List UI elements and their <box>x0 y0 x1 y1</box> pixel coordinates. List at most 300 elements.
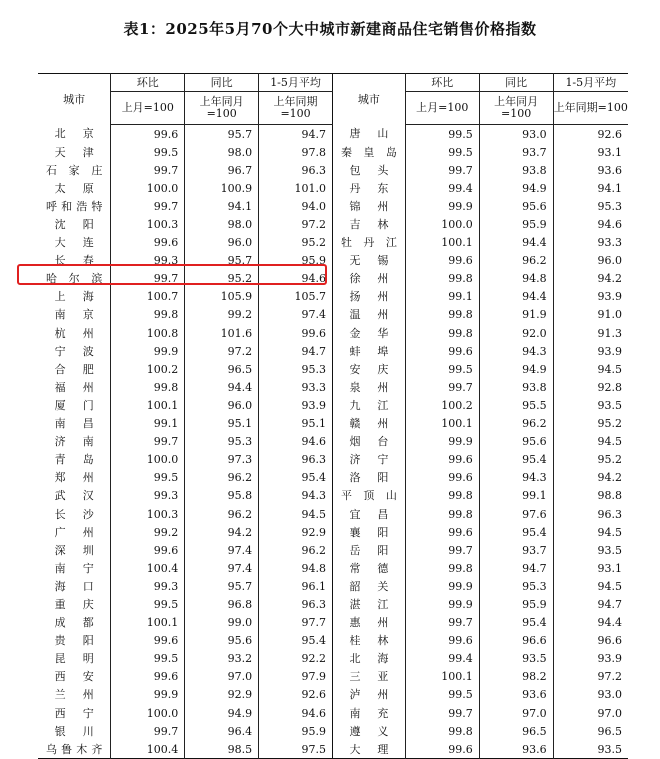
city-right-cell <box>332 704 405 722</box>
header-mom-right: 环比 <box>405 74 479 92</box>
yoy-right-cell: 93.7 <box>479 541 553 559</box>
header-avg-left: 1-5月平均 <box>259 74 333 92</box>
city-right-cell <box>332 270 405 288</box>
city-left-cell <box>38 161 111 179</box>
table-row <box>38 433 628 451</box>
city-name: 温 州 <box>349 308 389 322</box>
yoy-right-cell: 95.9 <box>479 595 553 613</box>
yoy-right-cell: 95.4 <box>479 614 553 632</box>
header-avg-base-left: 上年同期=100 <box>259 92 333 125</box>
yoy-right-cell: 97.0 <box>479 704 553 722</box>
city-right-cell <box>332 487 405 505</box>
yoy-right-cell: 95.6 <box>479 197 553 215</box>
city-right-cell <box>332 378 405 396</box>
mom-left-cell: 99.7 <box>111 270 185 288</box>
avg-left-cell: 94.6 <box>259 270 333 288</box>
header-city-right: 城市 <box>332 74 405 125</box>
table-row <box>38 125 628 144</box>
city-right-cell <box>332 469 405 487</box>
city-name: 大 理 <box>349 742 389 756</box>
header-mom-base-left: 上月=100 <box>111 92 185 125</box>
city-left-cell <box>38 342 111 360</box>
city-right-cell <box>332 505 405 523</box>
city-name: 包 头 <box>349 163 389 177</box>
avg-left-cell: 92.9 <box>259 523 333 541</box>
yoy-left-cell: 97.4 <box>185 541 259 559</box>
city-name: 蚌 埠 <box>349 344 389 358</box>
header-yoy-right: 同比 <box>479 74 553 92</box>
yoy-right-cell: 94.4 <box>479 288 553 306</box>
table-row <box>38 668 628 686</box>
yoy-right-cell: 96.5 <box>479 722 553 740</box>
yoy-right-cell: 93.8 <box>479 161 553 179</box>
yoy-right-cell: 95.5 <box>479 396 553 414</box>
avg-left-cell: 105.7 <box>259 288 333 306</box>
city-name: 南 昌 <box>54 417 94 431</box>
yoy-left-cell: 96.0 <box>185 234 259 252</box>
yoy-right-cell: 96.2 <box>479 252 553 270</box>
city-name: 厦 门 <box>54 398 94 412</box>
avg-right-cell: 93.5 <box>597 398 622 412</box>
city-name: 唐 山 <box>349 127 389 141</box>
yoy-left-cell: 97.3 <box>185 451 259 469</box>
mom-left-cell: 100.0 <box>111 179 185 197</box>
table-row <box>38 541 628 559</box>
city-name: 徐 州 <box>349 272 389 286</box>
yoy-right-cell: 95.4 <box>479 523 553 541</box>
city-left-cell <box>38 433 111 451</box>
mom-left-cell: 99.7 <box>111 722 185 740</box>
avg-right-cell: 96.0 <box>597 254 622 268</box>
yoy-right-cell: 99.1 <box>479 487 553 505</box>
avg-left-cell: 95.9 <box>259 252 333 270</box>
city-name: 襄 阳 <box>349 525 389 539</box>
table-row <box>38 324 628 342</box>
yoy-left-cell: 94.1 <box>185 197 259 215</box>
city-name: 济 南 <box>54 435 94 449</box>
city-right-cell <box>332 324 405 342</box>
city-left-cell <box>38 288 111 306</box>
city-name: 烟 台 <box>349 435 389 449</box>
mom-right-cell: 99.6 <box>405 523 479 541</box>
city-left-cell <box>38 668 111 686</box>
city-left-cell <box>38 523 111 541</box>
yoy-left-cell: 96.4 <box>185 722 259 740</box>
city-right-cell <box>332 306 405 324</box>
header-mom-left: 环比 <box>111 74 185 92</box>
city-left-cell <box>38 143 111 161</box>
mom-left-cell: 99.6 <box>111 632 185 650</box>
table-row <box>38 197 628 215</box>
city-right-cell <box>332 179 405 197</box>
yoy-left-cell: 95.6 <box>185 632 259 650</box>
mom-right-cell: 100.1 <box>405 668 479 686</box>
yoy-left-cell: 95.7 <box>185 125 259 144</box>
city-right-cell <box>332 686 405 704</box>
city-name: 沈 阳 <box>54 218 94 232</box>
shanghai-highlight-box <box>17 264 327 285</box>
city-right-cell <box>332 451 405 469</box>
city-name: 湛 江 <box>349 597 389 611</box>
city-name: 遵 义 <box>349 724 389 738</box>
city-name: 昆 明 <box>54 652 94 666</box>
city-right-cell <box>332 197 405 215</box>
city-right-cell <box>332 161 405 179</box>
yoy-right-cell: 93.0 <box>479 125 553 144</box>
avg-left-cell: 97.4 <box>259 306 333 324</box>
yoy-right-cell: 95.4 <box>479 451 553 469</box>
city-right-cell <box>332 541 405 559</box>
city-name: 洛 阳 <box>349 471 389 485</box>
city-name: 锦 州 <box>349 199 389 213</box>
mom-right-cell: 100.0 <box>405 215 479 233</box>
city-right-cell <box>332 614 405 632</box>
yoy-left-cell: 95.3 <box>185 433 259 451</box>
city-name: 北 京 <box>54 127 94 141</box>
avg-right-cell: 94.2 <box>597 272 622 286</box>
yoy-right-cell: 94.3 <box>479 469 553 487</box>
avg-left-cell: 94.6 <box>259 704 333 722</box>
yoy-left-cell: 101.6 <box>185 324 259 342</box>
mom-right-cell: 99.4 <box>405 650 479 668</box>
city-name: 西 安 <box>54 670 94 684</box>
yoy-left-cell: 100.9 <box>185 179 259 197</box>
avg-left-cell: 94.6 <box>259 433 333 451</box>
city-name: 成 都 <box>54 616 94 630</box>
city-name: 丹 东 <box>349 181 389 195</box>
city-name: 南 充 <box>349 706 389 720</box>
yoy-right-cell: 92.0 <box>479 324 553 342</box>
avg-right-cell: 92.6 <box>597 127 622 141</box>
mom-right-cell: 99.7 <box>405 704 479 722</box>
avg-left-cell: 99.6 <box>259 324 333 342</box>
mom-left-cell: 99.3 <box>111 487 185 505</box>
city-name: 桂 林 <box>349 634 389 648</box>
yoy-left-cell: 96.8 <box>185 595 259 613</box>
city-name: 银 川 <box>54 724 94 738</box>
table-row <box>38 179 628 197</box>
yoy-left-cell: 95.7 <box>185 252 259 270</box>
mom-right-cell: 99.7 <box>405 614 479 632</box>
yoy-right-cell: 94.7 <box>479 559 553 577</box>
mom-right-cell: 99.8 <box>405 505 479 523</box>
avg-right-cell: 94.7 <box>597 597 622 611</box>
table-row <box>38 559 628 577</box>
mom-left-cell: 100.0 <box>111 704 185 722</box>
mom-left-cell: 99.7 <box>111 433 185 451</box>
city-right-cell <box>332 215 405 233</box>
mom-left-cell: 100.3 <box>111 505 185 523</box>
avg-right-cell: 96.5 <box>597 724 622 738</box>
mom-right-cell: 99.1 <box>405 288 479 306</box>
avg-right-cell: 91.3 <box>597 326 622 340</box>
avg-right-cell: 93.6 <box>597 163 622 177</box>
city-right-cell <box>332 595 405 613</box>
avg-right-cell: 95.2 <box>597 453 622 467</box>
city-left-cell <box>38 415 111 433</box>
avg-right-cell: 93.3 <box>597 236 622 250</box>
city-right-cell <box>332 396 405 414</box>
city-name: 吉 林 <box>349 218 389 232</box>
city-right-cell <box>332 433 405 451</box>
mom-left-cell: 100.4 <box>111 559 185 577</box>
city-left-cell <box>38 595 111 613</box>
mom-right-cell: 99.5 <box>405 686 479 704</box>
city-name: 郑 州 <box>54 471 94 485</box>
mom-right-cell: 99.6 <box>405 632 479 650</box>
mom-left-cell: 99.6 <box>111 668 185 686</box>
mom-left-cell: 99.9 <box>111 686 185 704</box>
yoy-right-cell: 94.9 <box>479 360 553 378</box>
table-row <box>38 487 628 505</box>
table-row <box>38 704 628 722</box>
table-row <box>38 595 628 613</box>
table-title: 表1：2025年5月70个大中城市新建商品住宅销售价格指数 <box>123 20 537 38</box>
city-left-cell <box>38 722 111 740</box>
yoy-right-cell: 94.3 <box>479 342 553 360</box>
table-row <box>38 614 628 632</box>
mom-right-cell: 99.6 <box>405 451 479 469</box>
city-name: 深 圳 <box>54 543 94 557</box>
city-name: 哈 尔 滨 <box>46 272 103 286</box>
city-right-cell <box>332 559 405 577</box>
yoy-left-cell: 99.2 <box>185 306 259 324</box>
table-row <box>38 161 628 179</box>
yoy-right-cell: 93.6 <box>479 740 553 759</box>
city-name: 太 原 <box>54 181 94 195</box>
avg-left-cell: 96.2 <box>259 541 333 559</box>
yoy-right-cell: 94.4 <box>479 234 553 252</box>
avg-right-cell: 93.9 <box>597 652 622 666</box>
table-row <box>38 722 628 740</box>
yoy-right-cell: 93.6 <box>479 686 553 704</box>
avg-right-cell: 95.3 <box>597 199 622 213</box>
avg-left-cell: 94.0 <box>259 197 333 215</box>
city-name: 泸 州 <box>349 688 389 702</box>
mom-right-cell: 99.9 <box>405 197 479 215</box>
mom-right-cell: 99.8 <box>405 487 479 505</box>
avg-left-cell: 94.7 <box>259 125 333 144</box>
mom-left-cell: 100.7 <box>111 288 185 306</box>
price-index-table <box>38 73 628 759</box>
city-right-cell <box>332 360 405 378</box>
city-name: 海 口 <box>54 579 94 593</box>
yoy-left-cell: 95.1 <box>185 415 259 433</box>
city-name: 长 沙 <box>54 507 94 521</box>
table-row <box>38 288 628 306</box>
avg-right-cell: 94.4 <box>597 616 622 630</box>
city-right-cell <box>332 252 405 270</box>
mom-left-cell: 99.6 <box>111 541 185 559</box>
mom-right-cell: 99.6 <box>405 342 479 360</box>
city-left-cell <box>38 650 111 668</box>
city-name: 牡 丹 江 <box>340 236 397 250</box>
mom-right-cell: 99.9 <box>405 433 479 451</box>
city-right-cell <box>332 650 405 668</box>
mom-left-cell: 99.7 <box>111 197 185 215</box>
mom-left-cell: 99.7 <box>111 161 185 179</box>
mom-left-cell: 100.4 <box>111 740 185 759</box>
avg-right-cell: 94.5 <box>597 579 622 593</box>
mom-right-cell: 99.5 <box>405 125 479 144</box>
yoy-right-cell: 94.8 <box>479 270 553 288</box>
city-left-cell <box>38 215 111 233</box>
table-row <box>38 650 628 668</box>
city-name: 南 宁 <box>54 561 94 575</box>
yoy-left-cell: 98.0 <box>185 143 259 161</box>
mom-left-cell: 99.5 <box>111 650 185 668</box>
avg-right-cell: 93.5 <box>597 742 622 756</box>
city-name: 贵 阳 <box>54 634 94 648</box>
avg-right-cell: 92.8 <box>597 380 622 394</box>
avg-left-cell: 95.4 <box>259 469 333 487</box>
city-name: 合 肥 <box>54 362 94 376</box>
avg-left-cell: 96.3 <box>259 451 333 469</box>
city-name: 平 顶 山 <box>340 489 397 503</box>
city-left-cell <box>38 360 111 378</box>
city-name: 南 京 <box>54 308 94 322</box>
avg-right-cell: 97.0 <box>597 706 622 720</box>
city-name: 宁 波 <box>54 344 94 358</box>
mom-right-cell: 99.4 <box>405 179 479 197</box>
yoy-left-cell: 97.4 <box>185 559 259 577</box>
city-name: 福 州 <box>54 380 94 394</box>
mom-right-cell: 99.6 <box>405 252 479 270</box>
mom-left-cell: 100.3 <box>111 215 185 233</box>
table-row <box>38 686 628 704</box>
city-name: 青 岛 <box>54 453 94 467</box>
avg-right-cell: 91.0 <box>597 308 622 322</box>
header-yoy-left: 同比 <box>185 74 259 92</box>
yoy-right-cell: 91.9 <box>479 306 553 324</box>
city-left-cell <box>38 306 111 324</box>
avg-left-cell: 95.1 <box>259 415 333 433</box>
yoy-left-cell: 105.9 <box>185 288 259 306</box>
city-name: 济 宁 <box>349 453 389 467</box>
mom-left-cell: 99.8 <box>111 306 185 324</box>
yoy-left-cell: 92.9 <box>185 686 259 704</box>
city-name: 广 州 <box>54 525 94 539</box>
table-row <box>38 451 628 469</box>
city-right-cell <box>332 125 405 144</box>
table-row <box>38 415 628 433</box>
city-name: 韶 关 <box>349 579 389 593</box>
city-left-cell <box>38 396 111 414</box>
table-row <box>38 215 628 233</box>
mom-left-cell: 99.8 <box>111 378 185 396</box>
yoy-left-cell: 98.0 <box>185 215 259 233</box>
city-name: 扬 州 <box>349 290 389 304</box>
mom-left-cell: 100.1 <box>111 396 185 414</box>
city-name: 乌 鲁 木 齐 <box>46 742 103 756</box>
table-row <box>38 306 628 324</box>
mom-right-cell: 99.8 <box>405 270 479 288</box>
yoy-left-cell: 96.0 <box>185 396 259 414</box>
avg-right-cell: 93.0 <box>597 688 622 702</box>
avg-right-cell: 93.1 <box>597 145 622 159</box>
avg-left-cell: 95.2 <box>259 234 333 252</box>
city-name: 石 家 庄 <box>46 163 103 177</box>
yoy-right-cell: 96.6 <box>479 632 553 650</box>
city-right-cell <box>332 234 405 252</box>
yoy-left-cell: 94.9 <box>185 704 259 722</box>
city-left-cell <box>38 378 111 396</box>
yoy-right-cell: 96.2 <box>479 415 553 433</box>
mom-left-cell: 100.1 <box>111 614 185 632</box>
avg-left-cell: 94.8 <box>259 559 333 577</box>
avg-right-cell: 94.6 <box>597 218 622 232</box>
avg-right-cell: 97.2 <box>597 670 622 684</box>
city-name: 惠 州 <box>349 616 389 630</box>
city-left-cell <box>38 541 111 559</box>
city-right-cell <box>332 415 405 433</box>
mom-left-cell: 99.5 <box>111 143 185 161</box>
mom-left-cell: 99.2 <box>111 523 185 541</box>
city-left-cell <box>38 197 111 215</box>
header-avg-base-right: 上年同期=100 <box>553 92 628 125</box>
mom-left-cell: 99.6 <box>111 125 185 144</box>
avg-left-cell: 94.5 <box>259 505 333 523</box>
city-name: 无 锡 <box>349 254 389 268</box>
table-row <box>38 632 628 650</box>
mom-left-cell: 99.5 <box>111 595 185 613</box>
mom-right-cell: 99.7 <box>405 378 479 396</box>
avg-left-cell: 94.7 <box>259 342 333 360</box>
mom-right-cell: 99.8 <box>405 306 479 324</box>
avg-left-cell: 92.6 <box>259 686 333 704</box>
city-name: 呼 和 浩 特 <box>46 199 103 213</box>
table-row <box>38 360 628 378</box>
mom-right-cell: 99.5 <box>405 143 479 161</box>
avg-right-cell: 93.9 <box>597 344 622 358</box>
header-yoy-base-right: 上年同月=100 <box>479 92 553 125</box>
city-name: 三 亚 <box>349 670 389 684</box>
mom-left-cell: 100.2 <box>111 360 185 378</box>
city-name: 天 津 <box>54 145 94 159</box>
city-right-cell <box>332 143 405 161</box>
mom-right-cell: 99.7 <box>405 161 479 179</box>
city-name: 宜 昌 <box>349 507 389 521</box>
avg-right-cell: 94.5 <box>597 362 622 376</box>
yoy-left-cell: 96.7 <box>185 161 259 179</box>
city-name: 重 庆 <box>54 597 94 611</box>
yoy-left-cell: 96.5 <box>185 360 259 378</box>
city-name: 杭 州 <box>54 326 94 340</box>
city-name: 秦 皇 岛 <box>340 145 397 159</box>
avg-right-cell: 96.3 <box>597 507 622 521</box>
mom-left-cell: 100.0 <box>111 451 185 469</box>
yoy-right-cell: 93.8 <box>479 378 553 396</box>
city-right-cell <box>332 342 405 360</box>
city-name: 泉 州 <box>349 380 389 394</box>
avg-left-cell: 93.3 <box>259 378 333 396</box>
header-mom-base-right: 上月=100 <box>405 92 479 125</box>
table-row <box>38 577 628 595</box>
yoy-right-cell: 95.3 <box>479 577 553 595</box>
table-row <box>38 469 628 487</box>
yoy-left-cell: 95.7 <box>185 577 259 595</box>
city-right-cell <box>332 740 405 759</box>
city-left-cell <box>38 632 111 650</box>
yoy-right-cell: 95.9 <box>479 215 553 233</box>
city-name: 岳 阳 <box>349 543 389 557</box>
city-left-cell <box>38 686 111 704</box>
mom-right-cell: 99.9 <box>405 595 479 613</box>
header-avg-right: 1-5月平均 <box>553 74 628 92</box>
avg-left-cell: 97.7 <box>259 614 333 632</box>
city-left-cell <box>38 324 111 342</box>
city-left-cell <box>38 125 111 144</box>
